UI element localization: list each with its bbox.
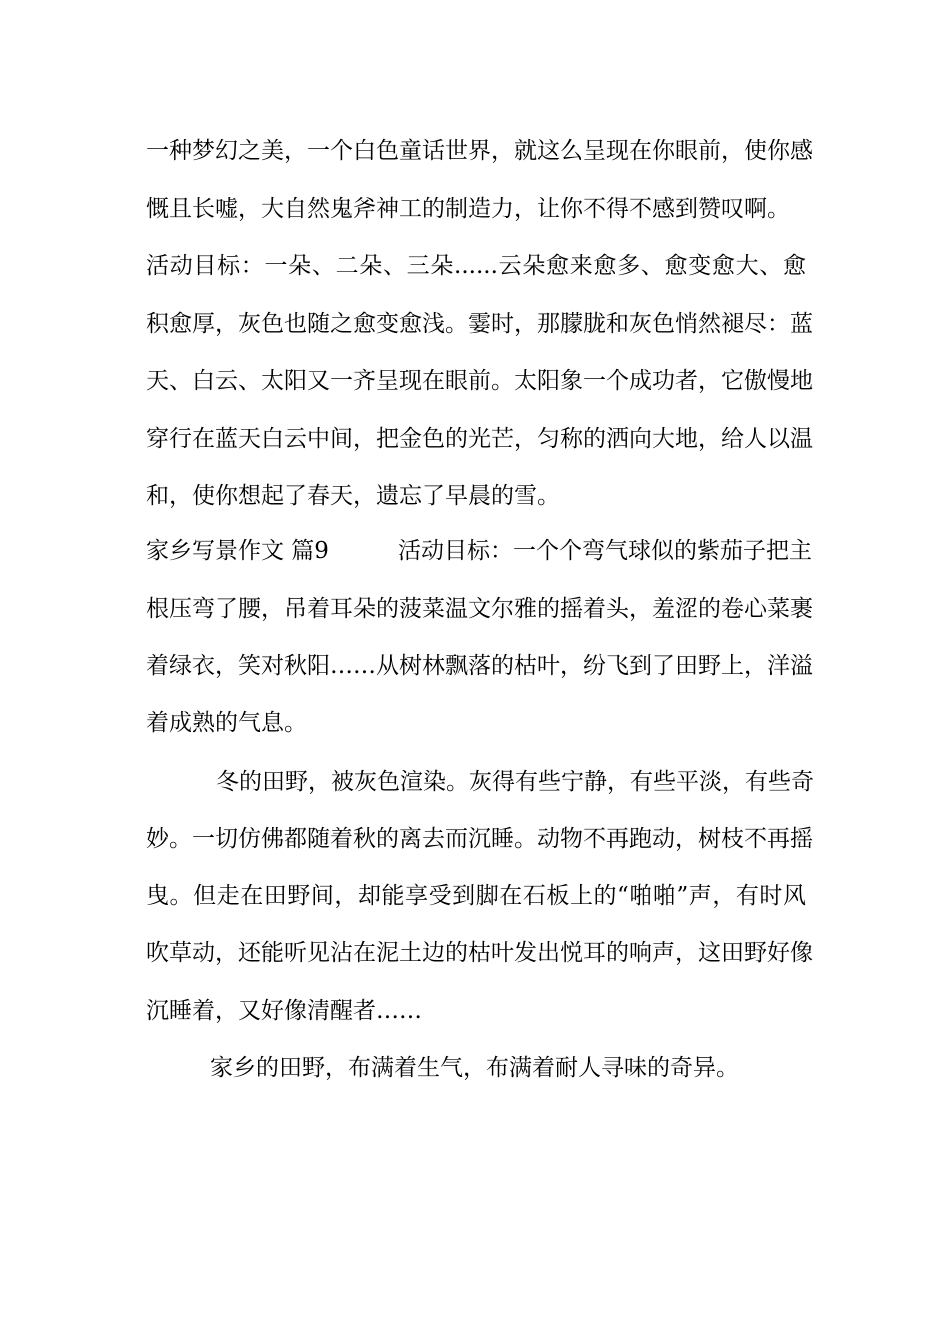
- text-line: 穿行在蓝天白云中间，把金色的光芒，匀称的洒向大地，给人以温: [146, 426, 813, 452]
- text-line: 吹草动，还能听见沾在泥土边的枯叶发出悦耳的响声，这田野好像: [146, 940, 813, 966]
- section-title: 家乡写景作文 篇9: [146, 538, 329, 564]
- text-line: 活动目标：一个个弯气球似的紫茄子把主: [398, 538, 812, 564]
- text-line: 活动目标：一朵、二朵、三朵......云朵愈来愈多、愈变愈大、愈: [146, 253, 806, 279]
- text-line: 妙。一切仿佛都随着秋的离去而沉睡。动物不再跑动，树枝不再摇: [146, 826, 813, 852]
- text-line: 一种梦幻之美，一个白色童话世界，就这么呈现在你眼前，使你感: [146, 138, 813, 164]
- text-line: 冬的田野，被灰色渲染。灰得有些宁静，有些平淡，有些奇: [216, 769, 814, 795]
- text-line: 着成熟的气息。: [146, 710, 307, 736]
- text-line: 慨且长嘘，大自然鬼斧神工的制造力，让你不得不感到赞叹啊。: [146, 196, 790, 222]
- section-heading-line: [146, 536, 812, 566]
- text-line: 沉睡着，又好像清醒者……: [146, 998, 422, 1024]
- text-line: 曳。但走在田野间，却能享受到脚在石板上的“啪啪”声，有时风: [146, 883, 806, 909]
- text-line: 和，使你想起了春天，遗忘了早晨的雪。: [146, 483, 560, 509]
- text-line: 天、白云、太阳又一齐呈现在眼前。太阳象一个成功者，它傲慢地: [146, 368, 813, 394]
- text-line: 家乡的田野，布满着生气，布满着耐人寻味的奇异。: [210, 1055, 739, 1081]
- text-line: 根压弯了腰，吊着耳朵的菠菜温文尔雅的摇着头，羞涩的卷心菜裹: [146, 596, 813, 622]
- text-line: 积愈厚，灰色也随之愈变愈浅。霎时，那朦胧和灰色悄然褪尽：蓝: [146, 311, 813, 337]
- text-line: 着绿衣，笑对秋阳……从树林飘落的枯叶，纷飞到了田野上，洋溢: [146, 653, 813, 679]
